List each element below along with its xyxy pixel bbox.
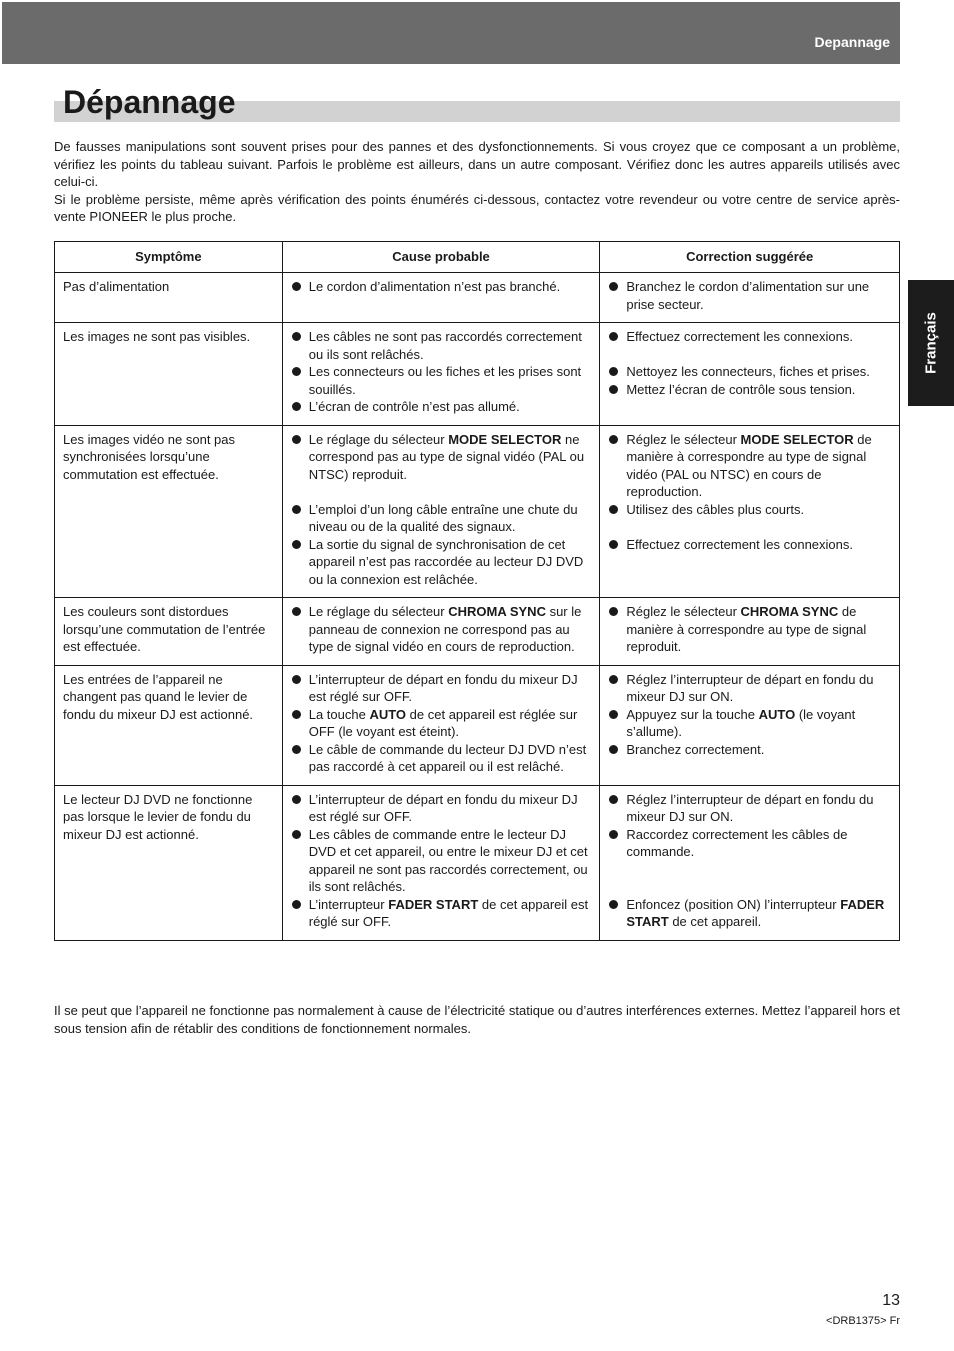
control-name: FADER START [388, 896, 479, 912]
symptom-cell: Les images ne sont pas visibles. [55, 323, 283, 426]
symptom-cell: Les entrées de l’appareil ne changent pas quand le levier de fondu du mixeur DJ est actionné. [55, 665, 283, 785]
correction-item: Raccordez correctement les câbles de commande. [608, 826, 891, 861]
correction-item: Mettez l’écran de contrôle sous tension. [608, 381, 891, 399]
control-name: AUTO [758, 706, 796, 722]
table-row [55, 323, 900, 426]
symptom-cell: Le lecteur DJ DVD ne fonctionne pas lorsque le levier de fondu du mixeur DJ est actionné. [55, 785, 283, 940]
page-title: Dépannage [63, 84, 236, 120]
cause-item: L’écran de contrôle n’est pas allumé. [291, 398, 592, 416]
correction-item: Appuyez sur la touche AUTO (le voyant s’allume). [608, 706, 891, 741]
section-label: Depannage [814, 34, 890, 50]
table-row [55, 598, 900, 666]
correction-item: Réglez l’interrupteur de départ en fondu du mixeur DJ sur ON. [608, 671, 891, 706]
intro-paragraph: Si le problème persiste, même après vérification des points énumérés ci-dessous, contactez votre revendeur ou votre centre de service après-vente PIONEER le plus proche. [54, 191, 900, 224]
correction-cell [600, 785, 900, 940]
intro-text [54, 138, 900, 226]
control-name: CHROMA SYNC [448, 604, 546, 619]
cause-cell [282, 323, 600, 426]
correction-item: Enfoncez (position ON) l’interrupteur FADER START de cet appareil. [608, 896, 891, 931]
correction-item: Réglez le sélecteur MODE SELECTOR de manière à correspondre au type de signal vidéo (PAL ou NTSC) en cours de reproduction. [608, 431, 891, 501]
correction-item: Nettoyez les connecteurs, fiches et prises. [608, 363, 891, 381]
troubleshooting-table [54, 241, 900, 941]
cause-item: L’interrupteur de départ en fondu du mixeur DJ est réglé sur OFF. [291, 671, 592, 706]
closing-note: Il se peut que l’appareil ne fonctionne pas normalement à cause de l’électricité statique ou d’autres interférences externes. Mettez l’appareil hors et sous tension afin de rétablir des conditions de fonctionnement normales. [54, 1003, 900, 1036]
cause-item: Le cordon d’alimentation n’est pas branché. [291, 278, 592, 296]
cause-cell [282, 665, 600, 785]
control-name: AUTO [369, 706, 407, 722]
table-row [55, 425, 900, 598]
symptom-cell: Pas d’alimentation [55, 273, 283, 323]
correction-cell [600, 273, 900, 323]
symptom-cell: Les couleurs sont distordues lorsqu’une commutation de l’entrée est effectuée. [55, 598, 283, 666]
correction-item: Effectuez correctement les connexions. [608, 328, 891, 346]
cause-item: Le réglage du sélecteur CHROMA SYNC sur le panneau de connexion ne correspond pas au type de signal vidéo en cours de reproduction. [291, 603, 592, 656]
language-tab [908, 280, 954, 406]
correction-item: Branchez le cordon d’alimentation sur une prise secteur. [608, 278, 891, 313]
table-row [55, 785, 900, 940]
control-name: MODE SELECTOR [448, 431, 562, 447]
correction-item: Effectuez correctement les connexions. [608, 536, 891, 554]
cause-item: L’emploi d’un long câble entraîne une chute du niveau ou de la qualité des signaux. [291, 501, 592, 536]
correction-item: Branchez correctement. [608, 741, 891, 759]
cause-cell [282, 785, 600, 940]
column-header-symptom: Symptôme [55, 242, 283, 273]
cause-cell [282, 598, 600, 666]
document-code: <DRB1375> Fr [826, 1315, 900, 1327]
correction-cell [600, 323, 900, 426]
page-number: 13 [882, 1292, 900, 1309]
header-band [2, 2, 900, 64]
correction-cell [600, 665, 900, 785]
table-row [55, 665, 900, 785]
cause-item: Le réglage du sélecteur MODE SELECTOR ne correspond pas au type de signal vidéo (PAL ou NTSC) reproduit. [291, 431, 592, 484]
column-header-cause: Cause probable [282, 242, 600, 273]
control-name: FADER START [626, 896, 885, 929]
cause-item: L’interrupteur FADER START de cet appareil est réglé sur OFF. [291, 896, 592, 931]
intro-paragraph: De fausses manipulations sont souvent prises pour des pannes et des dysfonctionnements. Si vous croyez que ce composant a un problème, vérifiez les points du tableau suivant. Parfois le problème est ailleurs, dans un autre composant. Vérifiez donc les autres appareils utilisés avec celui-ci. [54, 139, 900, 189]
cause-item: L’interrupteur de départ en fondu du mixeur DJ est réglé sur OFF. [291, 791, 592, 826]
correction-cell [600, 425, 900, 598]
correction-item: Réglez l’interrupteur de départ en fondu du mixeur DJ sur ON. [608, 791, 891, 826]
correction-item: Réglez le sélecteur CHROMA SYNC de manière à correspondre au type de signal reproduit. [608, 603, 891, 656]
language-tab-label: Français [922, 312, 940, 374]
cause-item: La touche AUTO de cet appareil est réglée sur OFF (le voyant est éteint). [291, 706, 592, 741]
cause-item: Les câbles ne sont pas raccordés correctement ou ils sont relâchés. [291, 328, 592, 363]
column-header-correction: Correction suggérée [600, 242, 900, 273]
cause-item: Les connecteurs ou les fiches et les prises sont souillés. [291, 363, 592, 398]
control-name: CHROMA SYNC [740, 604, 839, 619]
correction-cell [600, 598, 900, 666]
cause-item: Les câbles de commande entre le lecteur DJ DVD et cet appareil, ou entre le mixeur DJ et cet appareil ne sont pas raccordés correctement, ou ils sont relâchés. [291, 826, 592, 896]
cause-item: La sortie du signal de synchronisation de cet appareil n’est pas raccordée au lecteur DJ DVD ou la connexion est relâchée. [291, 536, 592, 589]
table-row [55, 273, 900, 323]
control-name: MODE SELECTOR [740, 431, 854, 447]
cause-cell [282, 273, 600, 323]
cause-item: Le câble de commande du lecteur DJ DVD n’est pas raccordé à cet appareil ou il est relâché. [291, 741, 592, 776]
symptom-cell: Les images vidéo ne sont pas synchronisées lorsqu’une commutation est effectuée. [55, 425, 283, 598]
cause-cell [282, 425, 600, 598]
correction-item: Utilisez des câbles plus courts. [608, 501, 891, 519]
table-header-row [55, 242, 900, 273]
